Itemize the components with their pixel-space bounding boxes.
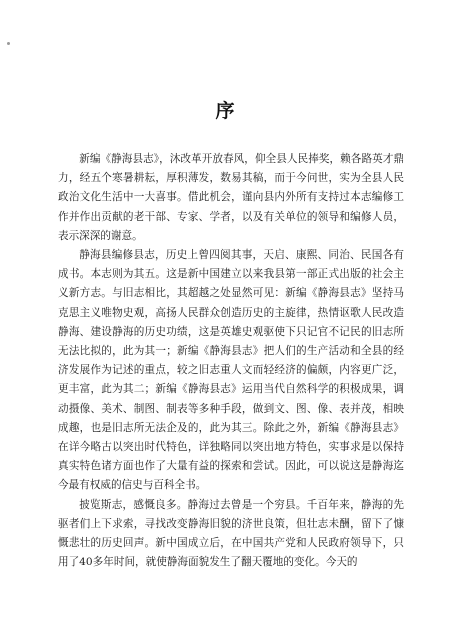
paragraph-1: 新编《静海县志》，沐改革开放春风，仰全县人民捧奖，赖各路英才鼎力，经五个寒暑耕耘，厚积薄发，数易其稿，而于今问世，实为全县人民政治文化生活中一大喜事。借此机会，谨向县内外所有支持过本志编修工作并作出贡献的老干部、专家、学者，以及有关单位的领导和编修人员，表示深深的谢意。: [58, 153, 404, 242]
scan-speck: [7, 42, 10, 45]
paragraph-2: 静海县编修县志，历史上曾四阅其事，天启、康熙、同治、民国各有成书。本志则为其五。这是新中国建立以来我县第一部正式出版的社会主义新方志。与旧志相比，其超越之处显然可见：新编《静海县志》坚持马克思主义唯物史观，高扬人民群众创造历史的主旋律，热情讴歌人民改造静海、建设静海的历史功绩，这是英雄史观驱使下只记官不记民的旧志所无法比拟的，此为其一；新编《静海县志》把人们的生产活动和全县的经济发展作为记述的重点，较之旧志重人文而轻经济的偏颇，内容更广泛，更丰富，此为其二；新编《静海县志》运用当代自然科学的积极成果，调动摄像、美术、制图、制表等多种手段，做到文、图、像、表并茂，相映成趣，也是旧志所无法企及的，此为其三。除此之外，新编《静海县志》在详今略古以突出时代特色，详独略同以突出地方特色，实事求是以保持真实特色诸方面也作了大量有益的探索和尝试。因此，可以说这是静海迄今最有权威的信史与百科全书。: [58, 249, 404, 492]
page-title: 序: [215, 100, 235, 122]
paragraph-3: 披览斯志，感慨良多。静海过去曾是一个穷县。千百年来，静海的先驱者们上下求索，寻找改变静海旧貌的济世良策，但壮志未酬，留下了慷慨悲壮的历史回声。新中国成立后，在中国共产党和人民政府领导下，只用了40多年时间，就使静海面貌发生了翻天覆地的变化。今天的: [58, 498, 404, 569]
preface-body: [58, 150, 404, 572]
